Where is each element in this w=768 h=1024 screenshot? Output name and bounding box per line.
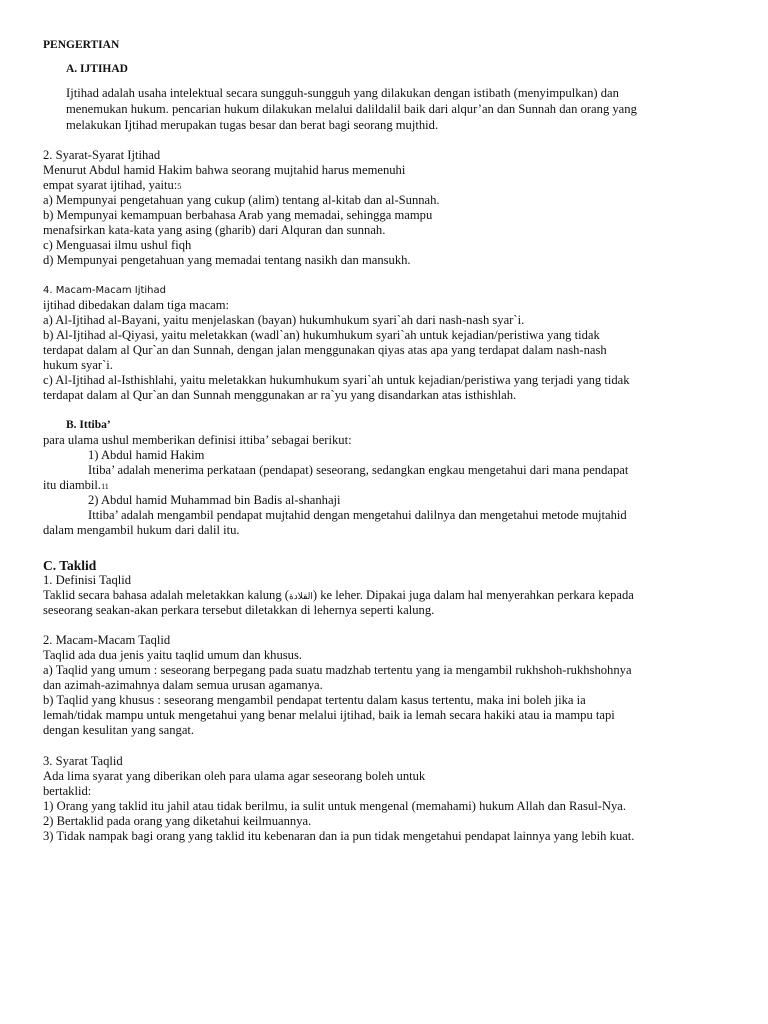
macam-ijtihad-line: a) Al-Ijtihad al-Bayani, yaitu menjelaskan (bayan) hukumhukum syari`ah dari nash-nash syar`i. xyxy=(43,313,525,327)
ittiba-source-2: 2) Abdul hamid Muhammad bin Badis al-shanhaji xyxy=(88,493,341,507)
syarat-taqlid-line: 1) Orang yang taklid itu jahil atau tidak berilmu, ia sulit untuk mengenal (memahami) hukum Allah dan Rasul-Nya. xyxy=(43,799,627,813)
ittiba-definition-1-cont xyxy=(43,478,109,494)
ittiba-definition-2-cont: dalam mengambil hukum dari dalil itu. xyxy=(43,523,240,537)
macam-ijtihad-line: hukum syar`i. xyxy=(43,358,113,372)
syarat-item: a) Mempunyai pengetahuan yang cukup (alim) tentang al-kitab dan al-Sunnah. xyxy=(43,193,440,207)
syarat-item: d) Mempunyai pengetahuan yang memadai tentang nasikh dan mansukh. xyxy=(43,253,411,267)
macam-taqlid-line: lemah/tidak mampu untuk mengetahui yang benar melalui ijtihad, baik ia lemah secara hakiki atau ia mampu tapi xyxy=(43,708,615,722)
macam-ijtihad-line: terdapat dalam al Qur`an dan Sunnah menggunakan ar ra`yu yang disandarkan atas isthishlah. xyxy=(43,388,517,402)
macam-ijtihad-line: c) Al-Ijtihad al-Isthishlahi, yaitu meletakkan hukumhukum syari`ah untuk kejadian/peristiwa yang terjadi yang tidak xyxy=(43,373,630,387)
syarat-item: b) Mempunyai kemampuan berbahasa Arab yang memadai, sehingga mampu xyxy=(43,208,433,222)
syarat-ijtihad-intro: Menurut Abdul hamid Hakim bahwa seorang mujtahid harus memenuhi xyxy=(43,163,406,177)
arabic-term: القلادة xyxy=(288,591,313,601)
definisi-taqlid-heading: 1. Definisi Taqlid xyxy=(43,573,132,587)
macam-taqlid-line: b) Taqlid yang khusus : seseorang mengambil pendapat tertentu dalam kasus tertentu, maka ini boleh jika ia xyxy=(43,693,586,707)
macam-taqlid-line: dan azimah-azimahnya dalam semua urusan agamanya. xyxy=(43,678,323,692)
syarat-ijtihad-intro-text: empat syarat ijtihad, yaitu: xyxy=(43,178,178,192)
syarat-taqlid-heading: 3. Syarat Taqlid xyxy=(43,754,123,768)
footnote-marker: 11 xyxy=(101,482,109,491)
macam-taqlid-line: dengan kesulitan yang sangat. xyxy=(43,723,195,737)
macam-taqlid-line: Taqlid ada dua jenis yaitu taqlid umum dan khusus. xyxy=(43,648,302,662)
syarat-item: menafsirkan kata-kata yang asing (gharib) dari Alquran dan sunnah. xyxy=(43,223,386,237)
macam-ijtihad-line: b) Al-Ijtihad al-Qiyasi, yaitu meletakkan (wadl`an) hukumhukum syari`ah untuk kejadian/peristiwa yang tidak xyxy=(43,328,600,342)
definisi-text-a: Taklid secara bahasa adalah meletakkan kalung ( xyxy=(43,588,289,602)
syarat-item: c) Menguasai ilmu ushul fiqh xyxy=(43,238,192,252)
ittiba-definition-1-end: itu diambil. xyxy=(43,478,102,492)
macam-ijtihad-line: ijtihad dibedakan dalam tiga macam: xyxy=(43,298,230,312)
section-b-heading: B. Ittiba’ xyxy=(66,419,111,431)
definisi-taqlid-line xyxy=(43,588,634,604)
definisi-text-b: ) ke leher. Dipakai juga dalam hal menyerahkan perkara kepada xyxy=(312,588,634,602)
syarat-taqlid-line: 3) Tidak nampak bagi orang yang taklid itu kebenaran dan ia pun tidak mengetahui pendapat lainnya yang lebih kuat. xyxy=(43,829,635,843)
ittiba-definition-2: Ittiba’ adalah mengambil pendapat mujtahid dengan mengetahui dalilnya dan mengetahui metode mujtahid xyxy=(88,508,627,522)
page-title: PENGERTIAN xyxy=(43,39,120,51)
macam-ijtihad-line: terdapat dalam al Qur`an dan Sunnah, dengan jalan menggunakan qiyas atas apa yang terdapat dalam nash-nash xyxy=(43,343,607,357)
syarat-ijtihad-heading: 2. Syarat-Syarat Ijtihad xyxy=(43,148,161,162)
section-b-intro: para ulama ushul memberikan definisi ittiba’ sebagai berikut: xyxy=(43,433,352,447)
macam-taqlid-line: a) Taqlid yang umum : seseorang berpegang pada suatu madzhab tertentu yang ia mengambil rukhshoh-rukhshohnya xyxy=(43,663,632,677)
macam-ijtihad-heading: 4. Macam-Macam Ijtihad xyxy=(43,285,166,296)
section-a-paragraph-line: melakukan Ijtihad merupakan tugas besar dan berat bagi seorang mujthid. xyxy=(66,118,439,132)
macam-taqlid-heading: 2. Macam-Macam Taqlid xyxy=(43,633,171,647)
section-c-heading: C. Taklid xyxy=(43,558,97,573)
section-a-heading: A. IJTIHAD xyxy=(66,63,128,75)
syarat-taqlid-line: bertaklid: xyxy=(43,784,92,798)
section-a-paragraph-line: Ijtihad adalah usaha intelektual secara sungguh-sungguh yang dilakukan dengan istibath (menyimpulkan) dan xyxy=(66,86,619,100)
footnote-marker: 5 xyxy=(177,182,182,191)
ittiba-definition-1: Itiba’ adalah menerima perkataan (pendapat) seseorang, sedangkan engkau mengetahui dari mana pendapat xyxy=(88,463,629,477)
syarat-taqlid-line: Ada lima syarat yang diberikan oleh para ulama agar seseorang boleh untuk xyxy=(43,769,426,783)
definisi-taqlid-line-2: seseorang seakan-akan perkara tersebut diletakkan di lehernya seperti kalung. xyxy=(43,603,435,617)
syarat-ijtihad-intro-2 xyxy=(43,178,181,194)
syarat-taqlid-line: 2) Bertaklid pada orang yang diketahui keilmuannya. xyxy=(43,814,312,828)
section-a-paragraph-line: menemukan hukum. pencarian hukum dilakukan melalui dalildalil baik dari alqur’an dan Sunnah dan orang yang xyxy=(66,102,637,116)
ittiba-source-1: 1) Abdul hamid Hakim xyxy=(88,448,205,462)
